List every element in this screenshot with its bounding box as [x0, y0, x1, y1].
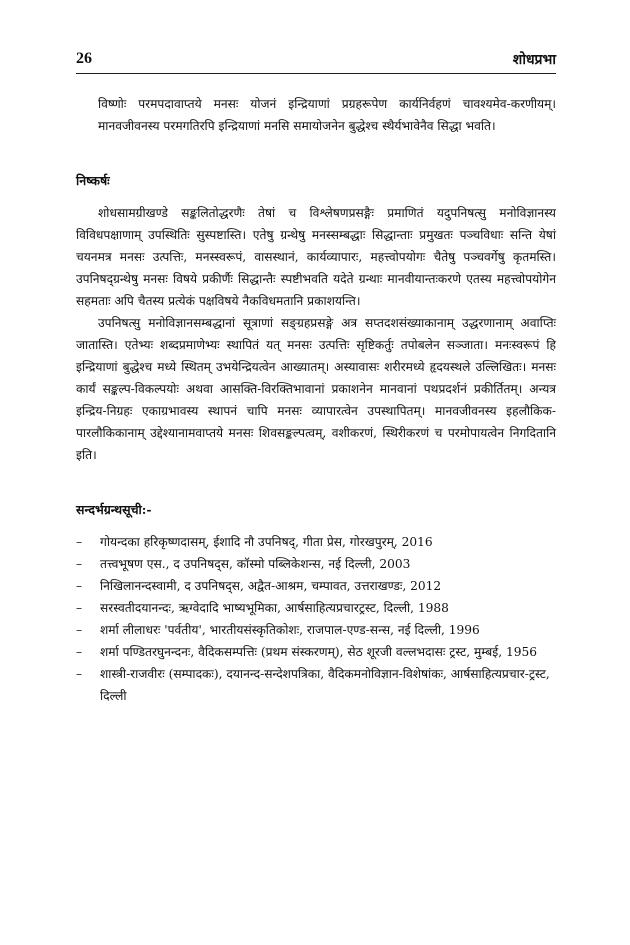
running-title: शोधप्रभा: [512, 52, 556, 68]
conclusion-paragraph-1: शोधसामग्रीखण्डे सङ्कलितोद्धरणैः तेषां च विश्लेषणप्रसङ्गैः प्रमाणितं यदुपनिषत्सु मनोविज्ञानस्य विविधपक्षाणाम् उपस्थितिः सुस्पष्टास्ति। एतेषु ग्रन्थेषु मनस्सम्बद्धाः सिद्धान्ताः प्रमुखतः पञ्चविधाः सन्ति येषां चयनमत्र मनसः उत्पत्तिः, मनस्स्वरूपं, वासस्थानं, कार्यव्यापारः, महत्त्वोपयोगः चैतेषु पञ्चवर्गेषु कृतमस्ति। उपनिषद्ग्रन्थेषु मनसः विषये प्रकीर्णैः सिद्धान्तैः स्पष्टीभवति यदेते ग्रन्थाः मानवीयान्तःकरणे एतस्य महत्त्वोपयोगेन सहमताः अपि चैतस्य प्रत्येकं पक्षविषये नैकविधमतानि प्रकाशयन्ति।: [76, 206, 556, 308]
reference-text: तत्त्वभूषण एस., द उपनिषद्स, कॉस्मो पब्लिकेशन्स, नई दिल्ली, 2003: [100, 557, 411, 571]
reference-text: शास्त्री-राजवीरः (सम्पादकः), दयानन्द-सन्देशपत्रिका, वैदिकमनोविज्ञान-विशेषांकः, आर्षसाहित्यप्रचार-ट्रस्ट, दिल्ली: [100, 667, 550, 703]
intro-paragraph: विष्णोः परमपदावाप्तये मनसः योजनं इन्द्रियाणां प्रग्रहरूपेण कार्यनिर्वहणं चावश्यमेव-करणीयम्। मानवजीवनस्य परमगतिरपि इन्द्रियाणां मनसि समायोजनेन बुद्धेश्च स्थैर्यभावेनैव सिद्धा भवति।: [98, 97, 556, 133]
reference-item: – शास्त्री-राजवीरः (सम्पादकः), दयानन्द-सन्देशपत्रिका, वैदिकमनोविज्ञान-विशेषांकः, आर्षसाहित्यप्रचार-ट्रस्ट, दिल्ली: [76, 667, 550, 703]
reference-item: – शर्मा पण्डितरघुनन्दनः, वैदिकसम्पत्तिः (प्रथम संस्करणम्), सेठ शूरजी वल्लभदासः ट्रस्ट, मुम्बई, 1956: [76, 645, 537, 659]
reference-text: शर्मा पण्डितरघुनन्दनः, वैदिकसम्पत्तिः (प्रथम संस्करणम्), सेठ शूरजी वल्लभदासः ट्रस्ट, मुम्बई, 1956: [100, 645, 537, 659]
reference-item: – सरस्वतीदयानन्दः, ऋग्वेदादि भाष्यभूमिका, आर्षसाहित्यप्रचारट्रस्ट, दिल्ली, 1988: [76, 601, 449, 615]
reference-item: – शर्मा लीलाधरः 'पर्वतीय', भारतीयसंस्कृतिकोशः, राजपाल-एण्ड-सन्स, नई दिल्ली, 1996: [76, 623, 480, 637]
references-heading: सन्दर्भग्रन्थसूची:-: [76, 502, 152, 517]
reference-text: निखिलानन्दस्वामी, द उपनिषद्स, अद्वैत-आश्रम, चम्पावत, उत्तराखण्डः, 2012: [100, 579, 442, 593]
page-number: 26: [76, 50, 92, 67]
reference-item: – तत्त्वभूषण एस., द उपनिषद्स, कॉस्मो पब्लिकेशन्स, नई दिल्ली, 2003: [76, 557, 411, 571]
reference-text: गोयन्दका हरिकृष्णदासम्, ईशादि नौ उपनिषद्, गीता प्रेस, गोरखपुरम्, 2016: [100, 535, 433, 549]
reference-text: सरस्वतीदयानन्दः, ऋग्वेदादि भाष्यभूमिका, आर्षसाहित्यप्रचारट्रस्ट, दिल्ली, 1988: [100, 601, 449, 615]
page-header: [76, 50, 556, 74]
reference-item: – निखिलानन्दस्वामी, द उपनिषद्स, अद्वैत-आश्रम, चम्पावत, उत्तराखण्डः, 2012: [76, 579, 442, 593]
references-list: [76, 531, 556, 707]
reference-text: शर्मा लीलाधरः 'पर्वतीय', भारतीयसंस्कृतिकोशः, राजपाल-एण्ड-सन्स, नई दिल्ली, 1996: [100, 623, 480, 637]
page-content: [76, 93, 556, 707]
conclusion-paragraph-2: उपनिषत्सु मनोविज्ञानसम्बद्धानां सूत्राणां सङ्ग्रहप्रसङ्गे अत्र सप्तदशसंख्याकानाम् उद्धरणानाम् अवाप्तिः जातास्ति। एतेभ्यः शब्दप्रमाणेभ्यः स्थापितं यत् मनसः उत्पत्तिः सृष्टिकर्तुः तपोबलेन सञ्जाता। मनःस्वरूपं हि इन्द्रियाणां बुद्धेश्च मध्ये स्थितम् उभयेन्द्रियत्वेन आख्यातम्। अस्यावासः शरीरमध्ये हृदयस्थले उल्लिखितः। मनसः कार्यं सङ्कल्प-विकल्पयोः अथवा आसक्ति-विरक्तिभावानां प्रकाशनेन मानवानां पथप्रदर्शनं प्रकीर्तितम्। अन्यत्र इन्द्रिय-निग्रहः एकाग्रभावस्य स्थापनं चापि मनसः व्यापारत्वेन उपस्थापितम्। मानवजीवनस्य इहलौकिक-पारलौकिकानाम् उद्देश्यानामवाप्तये मनसः शिवसङ्कल्पत्वम्, वशीकरणं, स्थिरीकरणं च परमोपायत्वेन निगदितानि इति।: [76, 316, 556, 462]
reference-item: – गोयन्दका हरिकृष्णदासम्, ईशादि नौ उपनिषद्, गीता प्रेस, गोरखपुरम्, 2016: [76, 535, 433, 549]
header-rule: [76, 73, 556, 74]
conclusion-heading: निष्कर्षः: [76, 173, 110, 188]
